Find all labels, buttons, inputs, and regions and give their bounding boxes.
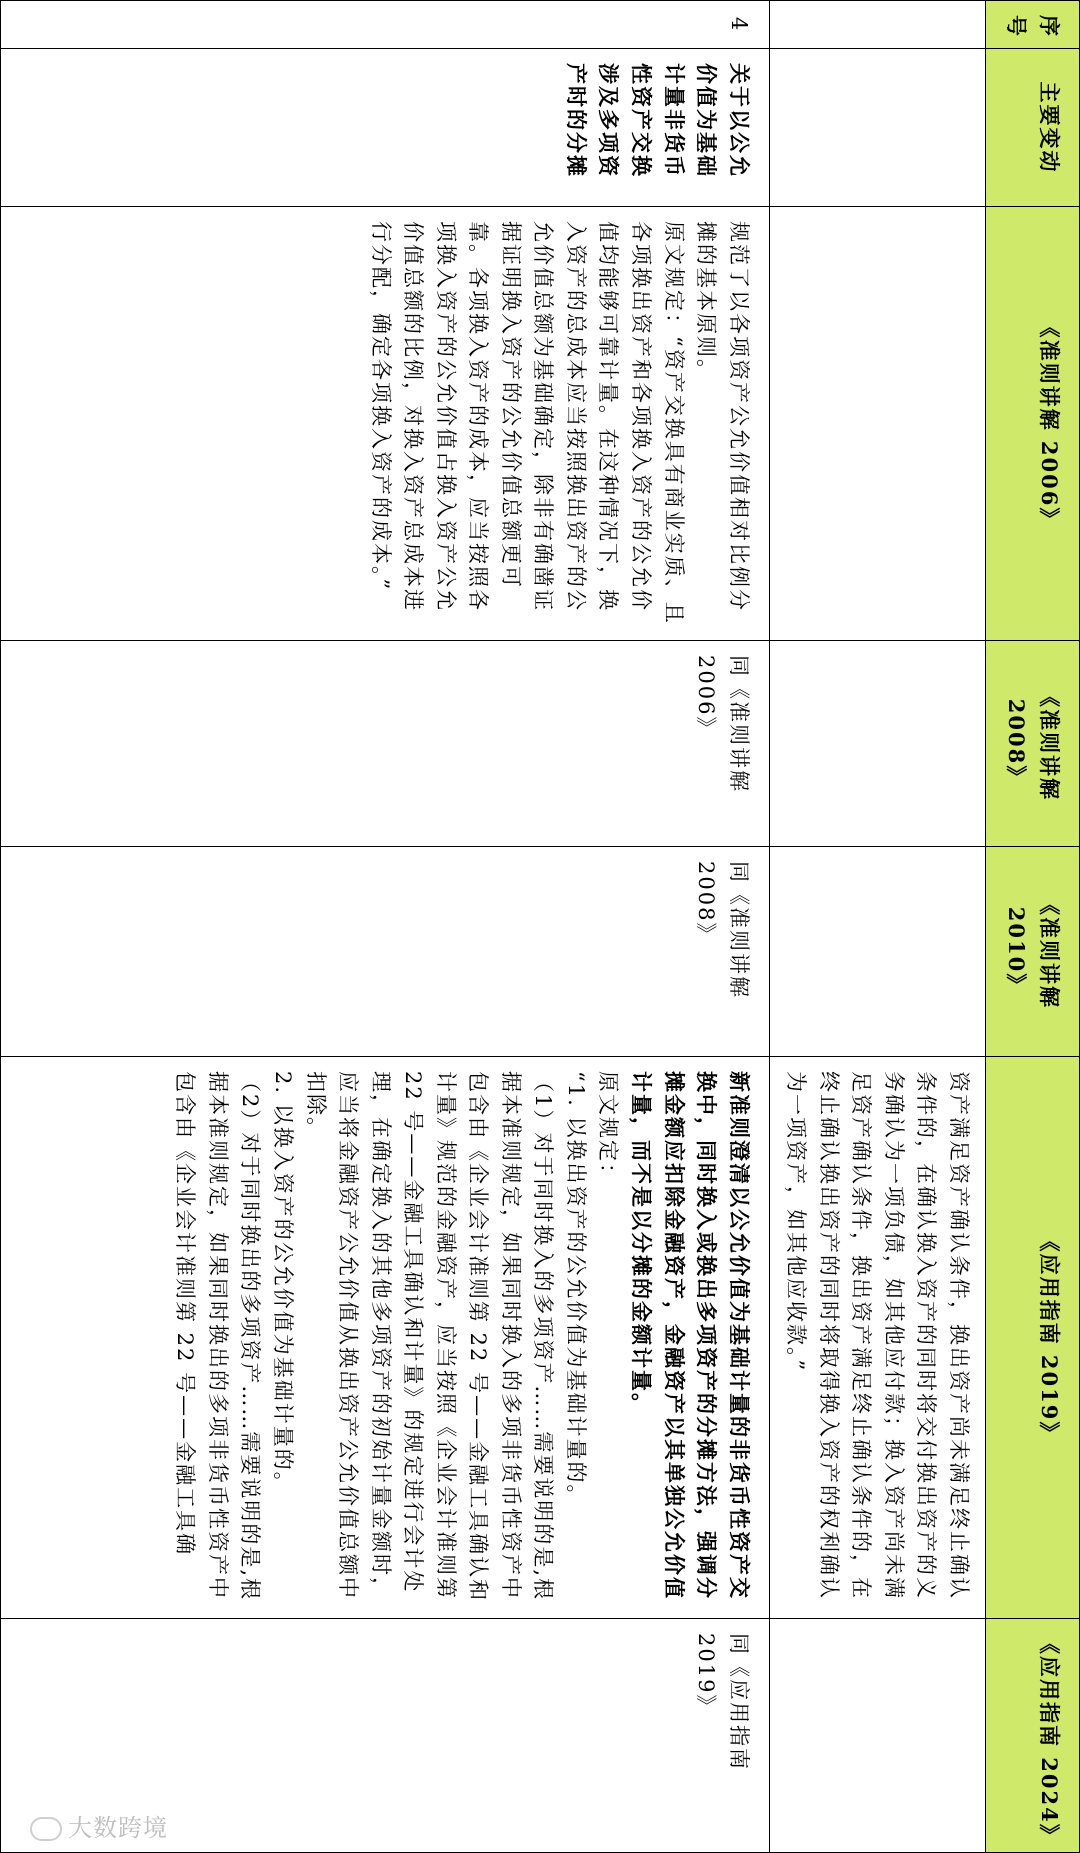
paragraph-2019-item2: 2. 以换入资产的公允价值为基础计量的。 [270,1071,295,1495]
header-2010: 《准则讲解 2010》 [985,847,1079,1057]
cell-2010: 同《准则讲解 2008》 [1,847,770,1057]
paragraph-2006-quote: 原文规定：“资产交换具有商业实质、且各项换出资产和各项换入资产的公允价值均能够可靠计量。在这种情况下，换入资产的总成本应当按照换出资产的公允价值总额为基础确定，除非有确凿证据证明换入资产的公允价值总额更可靠。各项换入资产的成本，应当按照各项换入资产的公允价值占换入资产公允价值总额的比例，对换入资产总成本进行分配，确定各项换入资产的成本。” [368,221,686,625]
header-2019: 《应用指南 2019》 [985,1057,1079,1619]
continuation-row [769,1,985,1853]
empty-cell [769,207,985,641]
paragraph-2006-summary: 规范了以各项资产公允价值相对比例分摊的基本原则。 [694,221,751,612]
paragraph-2019-item2-detail: （2）对于同时换出的多项资产……需要说明的是,根据本准则规定，如果同时换出的多项非货币性资产中包含由《企业会计准则第 22 号——金融工具确 [173,1071,263,1602]
cell-2024: 同《应用指南 2019》 [1,1619,770,1853]
cell-2006 [1,207,770,641]
cell-seq: 4 [1,1,770,49]
paragraph-2019-label: 原文规定： [596,1071,621,1186]
header-row [985,1,1079,1853]
cell-2019 [1,1057,770,1619]
header-change: 主要变动 [985,49,1079,207]
header-2008: 《准则讲解 2008》 [985,641,1079,847]
empty-cell [769,847,985,1057]
empty-cell [769,1,985,49]
watermark-text: 大数跨境 [68,1814,168,1842]
paragraph-2019-item1: “1. 以换出资产的公允价值为基础计量的。 [563,1071,588,1508]
empty-cell [769,641,985,847]
cell-2019-continued [769,1057,985,1619]
empty-cell [769,49,985,207]
paragraph-2019-intro: 资产满足资产确认条件，换出资产尚未满足终止确认条件的，在确认换入资产的同时将交付换出资产的义务确认为一项负债，如其他应付款；换入资产尚未满足资产确认条件，换出资产满足终止确认条件的，在终止确认换出资产的同时将取得换入资产的权利确认为一项资产，如其他应收款。” [784,1071,971,1600]
header-seq: 序号 [985,1,1079,49]
cell-change: 关于以公允价值为基础计量非货币性资产交换涉及多项资产时的分摊 [1,49,770,207]
table-row [1,1,770,1853]
watermark-logo-icon [30,1817,62,1841]
paragraph-2019-bold: 新准则澄清以公允价值为基础计量的非货币性资产交换中，同时换入或换出多项资产的分摊方法，强调分摊金额应扣除金融资产，金融资产以其单独公允价值计量，而不是以分摊的金额计量。 [628,1071,752,1600]
header-2006: 《准则讲解 2006》 [985,207,1079,641]
paragraph-2019-item1-detail: （1）对于同时换入的多项资产……需要说明的是,根据本准则规定，如果同时换入的多项非货币性资产中包含由《企业会计准则第 22 号——金融工具确认和计量》规范的金融资产，应当按照《企业会计准则第 22 号——金融工具确认和计量》的规定进行会计处理，在确定换入的其他多项资产的初始计量金额时，应当将金融资产公允价值从换出资产公允价值总额中扣除。 [303,1071,556,1603]
empty-cell [769,1619,985,1853]
cell-2008: 同《准则讲解 2006》 [1,641,770,847]
header-2024: 《应用指南 2024》 [985,1619,1079,1853]
watermark [30,1808,168,1843]
